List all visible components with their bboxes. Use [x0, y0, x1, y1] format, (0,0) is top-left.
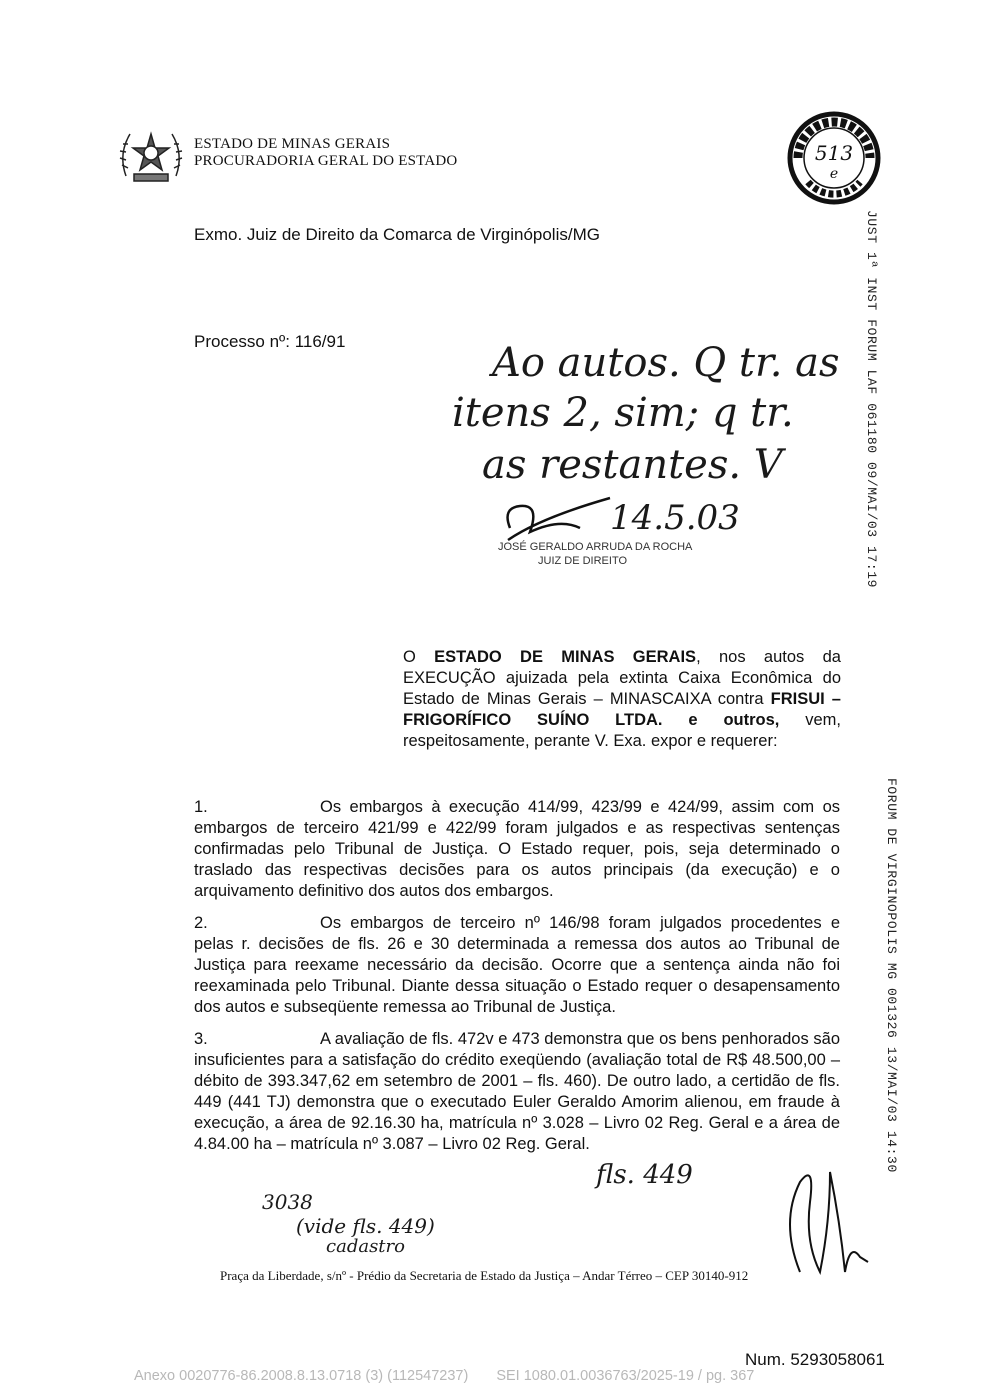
- list-item: [194, 1029, 840, 1155]
- judge-stamp-title: JUIZ DE DIREITO: [538, 555, 628, 567]
- handwritten-note-number: 3038: [262, 1190, 313, 1214]
- footer-address: Praça da Liberdade, s/nº - Prédio da Secretaria de Estado da Justiça – Andar Térreo – CEP 30140-912: [220, 1268, 749, 1283]
- handwritten-order-date: 14.5.03: [610, 498, 740, 538]
- handwritten-order-line2: itens 2, sim; q tr.: [452, 390, 794, 436]
- handwritten-order-line3: as restantes. V: [482, 442, 783, 488]
- watermark: [134, 1368, 778, 1384]
- defendant-name: FRISUI – FRIGORÍFICO SUÍNO LTDA. e outros,: [403, 690, 841, 729]
- protocol-stamp-top: JUST 1ª INST FORUM LAF 061180 09/MAI/03 17:19: [864, 210, 879, 589]
- item-number: 3.: [194, 1030, 208, 1048]
- svg-text:e: e: [829, 166, 839, 182]
- process-number: Processo nº: 116/91: [194, 332, 346, 351]
- coat-of-arms-icon: [116, 124, 186, 186]
- intro-paragraph: O ESTADO DE MINAS GERAIS, nos autos da EXECUÇÃO ajuizada pela extinta Caixa Econômica do Estado de Minas Gerais – MINASCAIXA contra FRISUI – FRIGORÍFICO SUÍNO LTDA. e outros, vem, respeitosamente, perante V. Exa. expor e requerer:: [403, 648, 841, 750]
- list-item: [194, 797, 840, 902]
- header-block: [194, 136, 457, 170]
- handwritten-note-vide: (vide fls. 449): [296, 1214, 435, 1238]
- seal-number: 513: [814, 141, 854, 165]
- item-text: Os embargos de terceiro nº 146/98 foram julgados procedentes e pelas r. decisões de fls. 26 e 30 determinada a remessa dos autos ao Tribunal de Justiça para reexame necessário da decisão. Ocorre que a sentença ainda não foi reexaminada pelo Tribunal. Diante dessa situação o Estado requer o desapensamento dos autos e subseqüente remessa ao Tribunal de Justiça.: [194, 914, 840, 1016]
- judge-stamp-name: JOSÉ GERALDO ARRUDA DA ROCHA: [498, 541, 693, 553]
- handwritten-note-cadastro: cadastro: [326, 1236, 405, 1257]
- item-number: 1.: [194, 798, 208, 816]
- list-item: [194, 913, 840, 1018]
- watermark-annex: Anexo 0020776-86.2008.8.13.0718 (3) (112547237): [134, 1368, 469, 1384]
- judge-stamp: [498, 540, 692, 568]
- handwritten-fls-note: fls. 449: [596, 1160, 693, 1190]
- item-number: 2.: [194, 914, 208, 932]
- header-state: ESTADO DE MINAS GERAIS: [194, 136, 391, 152]
- watermark-sei: SEI 1080.01.0036763/2025-19 / pg. 367: [496, 1368, 755, 1384]
- item-text: A avaliação de fls. 472v e 473 demonstra que os bens penhorados são insuficientes para a satisfação do crédito exeqüendo (avaliação total de R$ 48.500,00 – débito de 393.347,62 em setembro de 2001 – fls. 460). De outro lado, a certidão de fls. 449 (441 TJ) demonstra que o executado Euler Geraldo Amorim alienou, em fraude à execução, a área de 92.16.30 ha, matrícula nº 3.028 – Livro 02 Reg. Geral e a área de 4.84.00 ha – matrícula nº 3.087 – Livro 02 Reg. Geral.: [194, 1030, 840, 1153]
- protocol-stamp-side: FORUM DE VIRGINOPOLIS MG 001326 13/MAI/03 14:30: [884, 778, 899, 1173]
- handwritten-order-line1: Ao autos. Q tr. as: [492, 340, 840, 386]
- document-number: Num. 5293058061: [745, 1350, 885, 1369]
- header-agency: PROCURADORIA GERAL DO ESTADO: [194, 153, 458, 169]
- court-seal-stamp: [786, 110, 882, 206]
- party-name: ESTADO DE MINAS GERAIS: [434, 648, 697, 666]
- addressee: Exmo. Juiz de Direito da Comarca de Virginópolis/MG: [194, 225, 600, 244]
- item-text: Os embargos à execução 414/99, 423/99 e 424/99, assim com os embargos de terceiro 421/99 e 422/99 foram julgados e as respectivas sentenças confirmadas pelo Tribunal de Justiça. O Estado requer, pois, seja determinado o traslado das respectivas decisões para os autos principais (da execução) e o arquivamento definitivo dos autos dos embargos.: [194, 798, 840, 900]
- attorney-signature-icon: [770, 1162, 870, 1282]
